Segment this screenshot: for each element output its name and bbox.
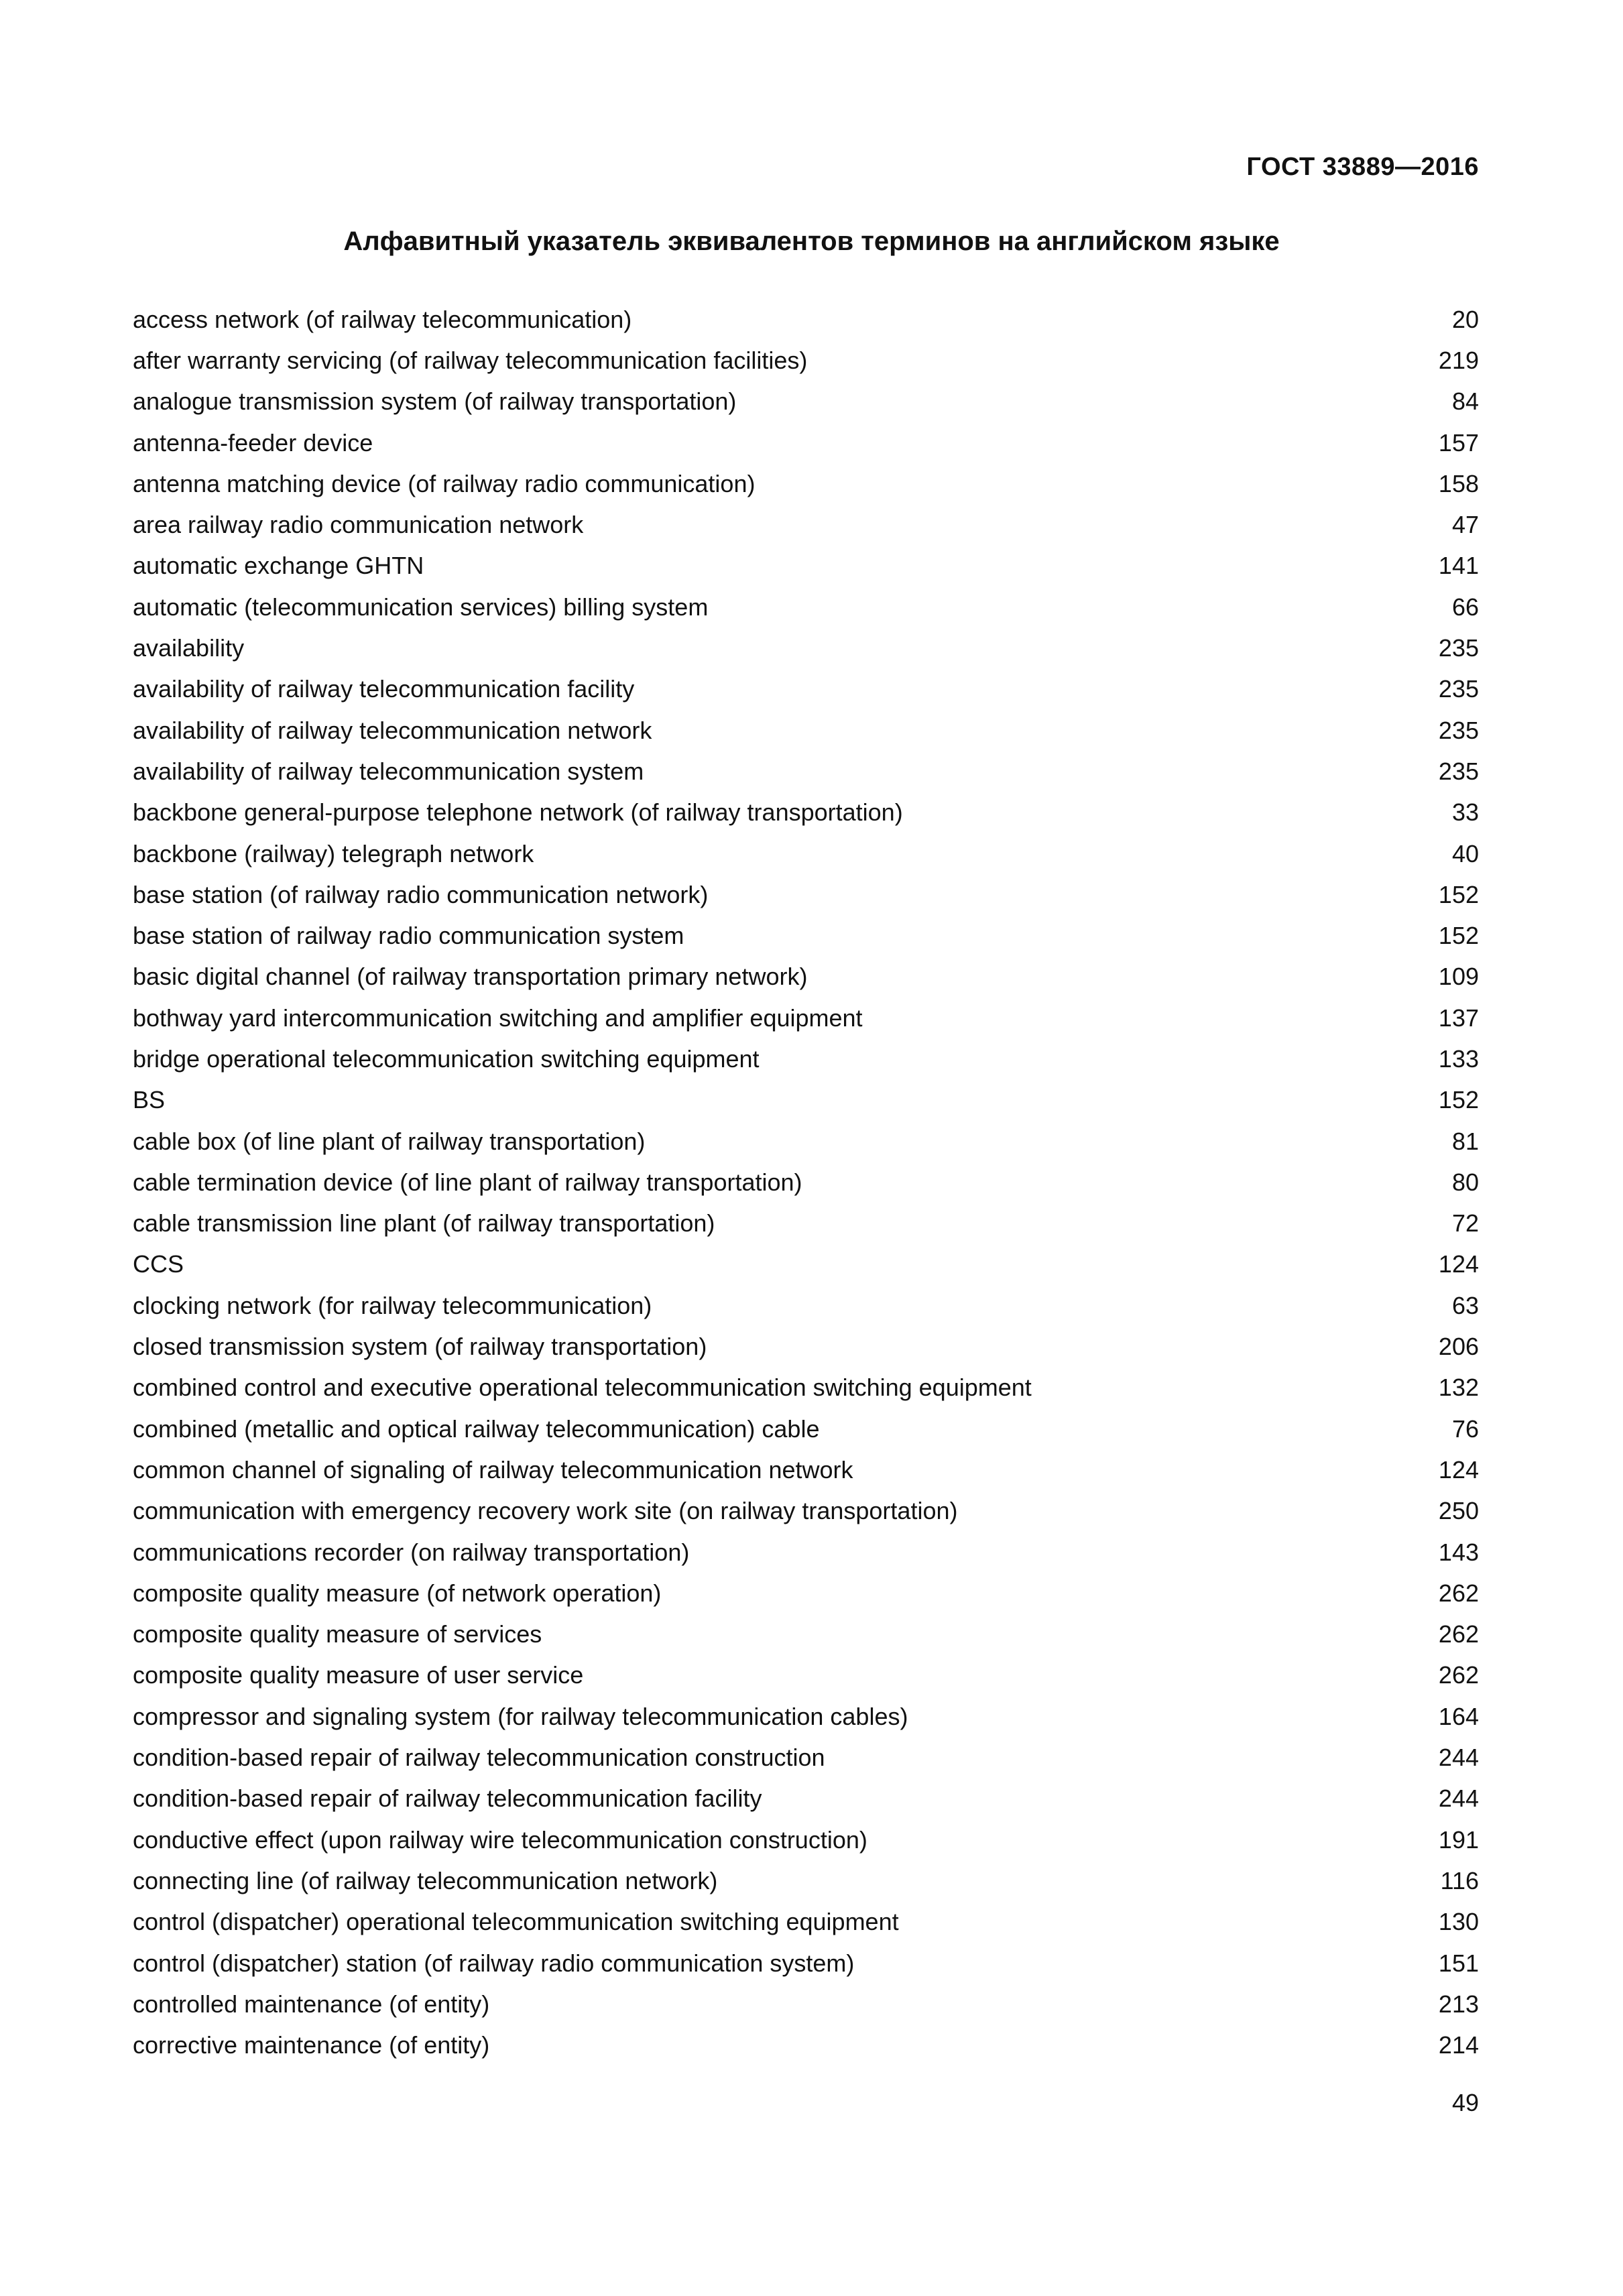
index-term-number: 206 <box>1438 1333 1479 1361</box>
index-term-number: 151 <box>1438 1949 1479 1977</box>
index-term: condition-based repair of railway telecommunication construction <box>133 1744 825 1772</box>
index-term-number: 152 <box>1438 1086 1479 1114</box>
index-entry <box>133 1368 1479 1408</box>
index-term-number: 157 <box>1438 428 1479 457</box>
index-entry <box>133 915 1479 956</box>
index-term: CCS <box>133 1250 184 1278</box>
index-term: closed transmission system (of railway transportation) <box>133 1333 707 1361</box>
index-term-number: 76 <box>1451 1414 1479 1443</box>
index-term: cable transmission line plant (of railway transportation) <box>133 1209 715 1237</box>
index-term: base station (of railway radio communication network) <box>133 880 709 908</box>
index-entry <box>133 792 1479 833</box>
index-list <box>133 299 1479 2066</box>
index-term-number: 262 <box>1438 1661 1479 1689</box>
index-term-number: 244 <box>1438 1785 1479 1813</box>
index-entry <box>133 1449 1479 1490</box>
index-entry <box>133 710 1479 751</box>
index-entry <box>133 504 1479 545</box>
index-term: clocking network (for railway telecommunication) <box>133 1291 652 1319</box>
index-entry <box>133 1573 1479 1614</box>
index-term: availability <box>133 634 245 662</box>
document-code: ГОСТ 33889—2016 <box>1246 153 1479 181</box>
index-term-number: 213 <box>1438 1990 1479 2018</box>
index-term: availability of railway telecommunication facility <box>133 675 635 703</box>
index-term: base station of railway radio communication system <box>133 922 684 950</box>
index-term: backbone general-purpose telephone network (of railway transportation) <box>133 798 903 827</box>
index-term-number: 84 <box>1451 387 1479 416</box>
index-term: control (dispatcher) station (of railway radio communication system) <box>133 1949 855 1977</box>
index-entry <box>133 1943 1479 1984</box>
index-entry <box>133 299 1479 340</box>
index-term-number: 130 <box>1438 1908 1479 1936</box>
index-term: combined (metallic and optical railway telecommunication) cable <box>133 1414 820 1443</box>
index-entry <box>133 587 1479 627</box>
index-term-number: 33 <box>1451 798 1479 827</box>
index-entry <box>133 1737 1479 1778</box>
index-term: availability of railway telecommunication network <box>133 716 652 744</box>
index-term: composite quality measure of user service <box>133 1661 584 1689</box>
index-term-number: 244 <box>1438 1744 1479 1772</box>
index-term: combined control and executive operational telecommunication switching equipment <box>133 1374 1032 1402</box>
index-term-number: 81 <box>1451 1127 1479 1155</box>
index-term: control (dispatcher) operational telecommunication switching equipment <box>133 1908 899 1936</box>
index-term-number: 143 <box>1438 1538 1479 1566</box>
index-entry <box>133 833 1479 874</box>
index-term-number: 235 <box>1438 716 1479 744</box>
index-term: condition-based repair of railway telecommunication facility <box>133 1785 762 1813</box>
index-term-number: 152 <box>1438 922 1479 950</box>
index-term-number: 262 <box>1438 1620 1479 1648</box>
index-entry <box>133 1326 1479 1367</box>
index-entry <box>133 1038 1479 1079</box>
index-term-number: 66 <box>1451 593 1479 621</box>
index-term: after warranty servicing (of railway telecommunication facilities) <box>133 346 808 374</box>
index-entry <box>133 1696 1479 1737</box>
index-entry <box>133 2025 1479 2065</box>
index-term: cable box (of line plant of railway transportation) <box>133 1127 646 1155</box>
index-term: access network (of railway telecommunication) <box>133 305 632 333</box>
index-term-number: 20 <box>1451 305 1479 333</box>
index-term-number: 116 <box>1440 1866 1479 1894</box>
index-entry <box>133 957 1479 998</box>
index-term-number: 191 <box>1438 1825 1479 1854</box>
index-entry <box>133 1655 1479 1696</box>
index-entry <box>133 1162 1479 1203</box>
index-term-number: 235 <box>1438 757 1479 785</box>
index-term-number: 63 <box>1451 1291 1479 1319</box>
index-term: conductive effect (upon railway wire telecommunication construction) <box>133 1825 867 1854</box>
index-term: BS <box>133 1086 166 1114</box>
index-term: common channel of signaling of railway telecommunication network <box>133 1455 853 1484</box>
index-entry <box>133 1121 1479 1162</box>
index-entry <box>133 546 1479 587</box>
index-term: cable termination device (of line plant of railway transportation) <box>133 1168 802 1196</box>
index-entry <box>133 1902 1479 1943</box>
index-entry <box>133 1984 1479 2025</box>
index-term: automatic exchange GHTN <box>133 552 424 580</box>
index-term-number: 137 <box>1438 1004 1479 1032</box>
index-term-number: 124 <box>1438 1250 1479 1278</box>
index-entry <box>133 1819 1479 1860</box>
index-term-number: 262 <box>1438 1579 1479 1607</box>
index-term: antenna-feeder device <box>133 428 373 457</box>
index-entry <box>133 998 1479 1038</box>
index-term-number: 133 <box>1438 1044 1479 1073</box>
index-entry <box>133 422 1479 463</box>
index-term: composite quality measure of services <box>133 1620 542 1648</box>
index-term: composite quality measure (of network operation) <box>133 1579 662 1607</box>
index-term: compressor and signaling system (for railway telecommunication cables) <box>133 1702 908 1730</box>
index-term: basic digital channel (of railway transportation primary network) <box>133 963 808 991</box>
index-entry <box>133 1532 1479 1573</box>
index-entry <box>133 340 1479 381</box>
index-term-number: 250 <box>1438 1497 1479 1525</box>
index-term-number: 132 <box>1438 1374 1479 1402</box>
index-entry <box>133 751 1479 792</box>
index-title: Алфавитный указатель эквивалентов терминов на английском языке <box>343 227 1280 256</box>
index-term-number: 141 <box>1438 552 1479 580</box>
index-term: controlled maintenance (of entity) <box>133 1990 490 2018</box>
index-entry <box>133 1244 1479 1285</box>
index-term-number: 214 <box>1438 2031 1479 2059</box>
index-term-number: 235 <box>1438 675 1479 703</box>
index-term: connecting line (of railway telecommunication network) <box>133 1866 718 1894</box>
index-entry <box>133 1408 1479 1449</box>
index-term: backbone (railway) telegraph network <box>133 839 534 867</box>
index-term-number: 158 <box>1438 469 1479 497</box>
index-term-number: 72 <box>1451 1209 1479 1237</box>
index-term: bridge operational telecommunication switching equipment <box>133 1044 760 1073</box>
index-term: communication with emergency recovery work site (on railway transportation) <box>133 1497 958 1525</box>
index-term: antenna matching device (of railway radio communication) <box>133 469 756 497</box>
index-term-number: 47 <box>1451 511 1479 539</box>
index-term-number: 40 <box>1451 839 1479 867</box>
index-term-number: 152 <box>1438 880 1479 908</box>
index-entry <box>133 1491 1479 1532</box>
index-entry <box>133 463 1479 504</box>
index-term-number: 109 <box>1438 963 1479 991</box>
index-term: availability of railway telecommunication system <box>133 757 644 785</box>
index-term: communications recorder (on railway transportation) <box>133 1538 690 1566</box>
index-entry <box>133 627 1479 668</box>
index-term: analogue transmission system (of railway transportation) <box>133 387 737 416</box>
index-entry <box>133 1778 1479 1819</box>
index-term-number: 80 <box>1451 1168 1479 1196</box>
page-number: 49 <box>1451 2089 1479 2116</box>
index-term: automatic (telecommunication services) billing system <box>133 593 709 621</box>
index-term-number: 235 <box>1438 634 1479 662</box>
index-term-number: 164 <box>1438 1702 1479 1730</box>
index-entry <box>133 381 1479 422</box>
index-entry <box>133 669 1479 710</box>
index-entry <box>133 1080 1479 1121</box>
index-entry <box>133 1285 1479 1326</box>
index-term: area railway radio communication network <box>133 511 584 539</box>
index-entry <box>133 1860 1479 1901</box>
index-entry <box>133 1203 1479 1244</box>
index-term-number: 219 <box>1438 346 1479 374</box>
index-term: bothway yard intercommunication switching and amplifier equipment <box>133 1004 863 1032</box>
index-entry <box>133 874 1479 915</box>
index-term: corrective maintenance (of entity) <box>133 2031 490 2059</box>
index-term-number: 124 <box>1438 1455 1479 1484</box>
index-entry <box>133 1614 1479 1655</box>
